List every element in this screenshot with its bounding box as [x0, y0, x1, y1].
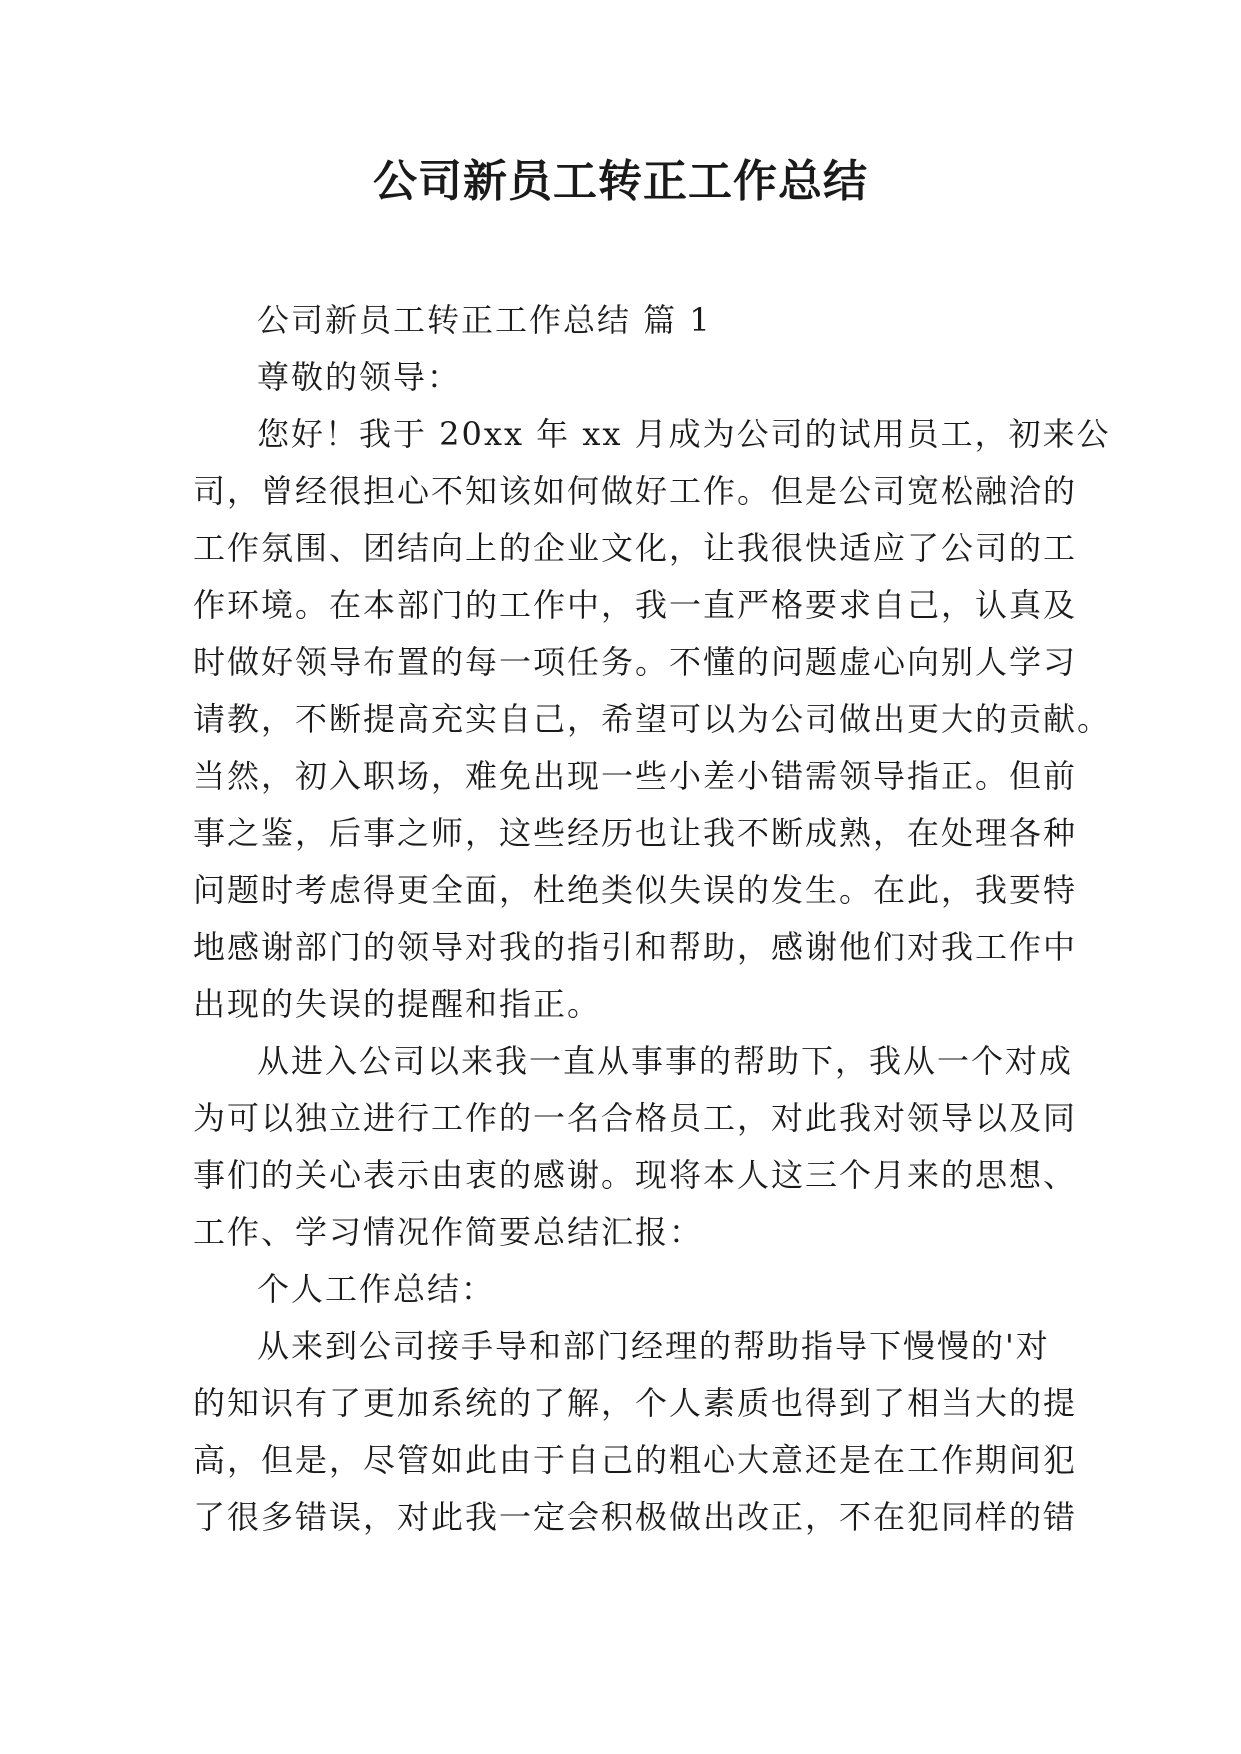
section-heading: 公司新员工转正工作总结 篇 1 — [257, 301, 712, 339]
paragraph-line: 问题时考虑得更全面，杜绝类似失误的发生。在此，我要特 — [193, 871, 1078, 909]
salutation: 尊敬的领导： — [257, 358, 462, 396]
paragraph-line: 工作氛围、团结向上的企业文化，让我很快适应了公司的工 — [193, 529, 1078, 567]
subsection-heading: 个人工作总结： — [257, 1270, 496, 1308]
paragraph-line: 工作、学习情况作简要总结汇报： — [193, 1213, 704, 1251]
paragraph-line: 高，但是，尽管如此由于自己的粗心大意还是在工作期间犯 — [193, 1441, 1078, 1479]
paragraph-line: 的知识有了更加系统的了解，个人素质也得到了相当大的提 — [193, 1384, 1078, 1422]
paragraph-line: 为可以独立进行工作的一名合格员工，对此我对领导以及同 — [193, 1099, 1078, 1137]
paragraph-line: 作环境。在本部门的工作中，我一直严格要求自己，认真及 — [193, 586, 1078, 624]
document-title: 公司新员工转正工作总结 — [373, 156, 868, 207]
paragraph-line: 从来到公司接手导和部门经理的帮助指导下慢慢的'对 — [257, 1327, 1050, 1365]
paragraph-line: 出现的失误的提醒和指正。 — [193, 985, 602, 1023]
paragraph-line: 地感谢部门的领导对我的指引和帮助，感谢他们对我工作中 — [193, 928, 1078, 966]
paragraph-line: 事之鉴，后事之师，这些经历也让我不断成熟，在处理各种 — [193, 814, 1078, 852]
document-body — [193, 292, 1112, 1546]
paragraph-line: 了很多错误，对此我一定会积极做出改正，不在犯同样的错 — [193, 1498, 1078, 1536]
paragraph-line: 从进入公司以来我一直从事事的帮助下，我从一个对成 — [257, 1042, 1074, 1080]
paragraph-line: 您好！我于 20xx 年 xx 月成为公司的试用员工，初来公 — [257, 415, 1111, 453]
paragraph-line: 司，曾经很担心不知该如何做好工作。但是公司宽松融洽的 — [193, 472, 1078, 510]
paragraph-line: 请教，不断提高充实自己，希望可以为公司做出更大的贡献。 — [193, 700, 1112, 738]
paragraph-line: 当然，初入职场，难免出现一些小差小错需领导指正。但前 — [193, 757, 1078, 795]
paragraph-line: 时做好领导布置的每一项任务。不懂的问题虚心向别人学习 — [193, 643, 1078, 681]
paragraph-line: 事们的关心表示由衷的感谢。现将本人这三个月来的思想、 — [193, 1156, 1078, 1194]
